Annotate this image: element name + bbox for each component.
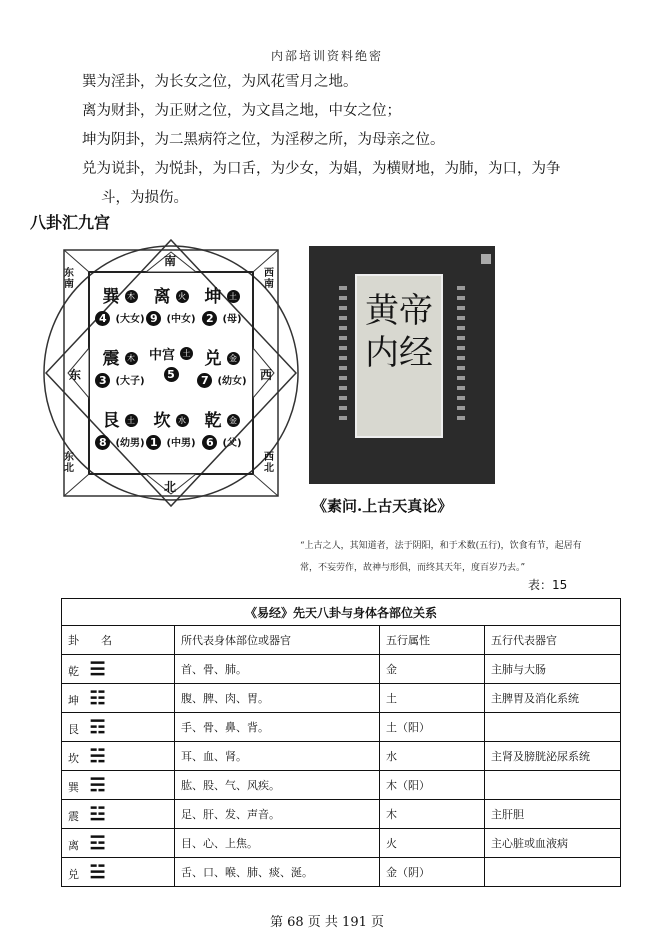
table-row xyxy=(62,771,621,800)
trigram-symbol: ☵ xyxy=(89,745,106,767)
element-badge: 土 xyxy=(125,414,138,427)
palace-role: (母) xyxy=(222,314,242,325)
palace-number: 4 xyxy=(95,311,110,326)
palace-role: (父) xyxy=(222,438,242,449)
element-badge: 水 xyxy=(176,414,189,427)
trigram-cell xyxy=(62,858,175,887)
palace-number: 5 xyxy=(164,367,179,382)
palace-role: (大子) xyxy=(115,376,145,387)
palace-cell xyxy=(92,344,148,406)
body-parts-cell: 目、心、上焦。 xyxy=(175,829,380,858)
organ-cell: 主肾及膀胱泌尿系统 xyxy=(485,742,621,771)
book-title-line: 内经 xyxy=(365,333,433,373)
palace-cell xyxy=(143,344,199,406)
palace-number: 8 xyxy=(95,435,110,450)
organ-cell xyxy=(485,713,621,742)
section-title: 八卦汇九宫 xyxy=(30,213,111,232)
palace-cell xyxy=(194,344,250,406)
direction-southwest: 西南 xyxy=(264,268,274,290)
text-line: 兑为说卦，为悦卦，为口舌，为少女，为娼，为横财地，为肺，为口，为争 xyxy=(82,161,561,177)
column-header: 卦 名 xyxy=(62,626,175,655)
trigram-cell xyxy=(62,742,175,771)
palace-number: 6 xyxy=(202,435,217,450)
text-line: 离为财卦，为正财之位，为文昌之地，中女之位； xyxy=(82,103,401,119)
column-header: 所代表身体部位或器官 xyxy=(175,626,380,655)
palace-role: (大女) xyxy=(115,314,145,325)
organ-cell: 主脾胃及消化系统 xyxy=(485,684,621,713)
table-row xyxy=(62,655,621,684)
palace-role: (中男) xyxy=(166,438,196,449)
trigram-name: 乾 xyxy=(68,664,79,678)
palace-cell xyxy=(143,282,199,344)
trigram-name: 坎 xyxy=(153,411,171,431)
element-cell: 木 xyxy=(380,800,485,829)
trigram-symbol: ☱ xyxy=(89,861,106,883)
trigram-name: 中宫 xyxy=(148,348,175,363)
table-row xyxy=(62,684,621,713)
organ-cell: 主肝胆 xyxy=(485,800,621,829)
column-header: 五行代表器官 xyxy=(485,626,621,655)
trigram-cell xyxy=(62,800,175,829)
body-parts-cell: 首、骨、肺。 xyxy=(175,655,380,684)
element-cell: 火 xyxy=(380,829,485,858)
direction-west: 西 xyxy=(260,368,273,382)
palace-role: (幼女) xyxy=(217,376,247,387)
direction-southeast: 东南 xyxy=(64,268,74,290)
trigram-cell xyxy=(62,684,175,713)
table-row xyxy=(62,858,621,887)
palace-number: 1 xyxy=(146,435,161,450)
book-title-panel xyxy=(355,274,443,438)
page-footer: 第 68 页 共 191 页 xyxy=(269,915,385,930)
trigram-name: 兑 xyxy=(204,349,222,369)
trigram-name: 兑 xyxy=(68,867,79,881)
element-cell: 水 xyxy=(380,742,485,771)
table-row xyxy=(62,829,621,858)
palace-number: 3 xyxy=(95,373,110,388)
trigram-name: 离 xyxy=(153,287,171,307)
palace-cell xyxy=(194,282,250,344)
direction-east: 东 xyxy=(69,368,82,382)
element-badge: 土 xyxy=(180,347,193,360)
direction-south: 南 xyxy=(164,254,177,268)
trigram-name: 巽 xyxy=(68,780,79,794)
element-badge: 金 xyxy=(227,414,240,427)
body-parts-cell: 腹、脾、肉、胃。 xyxy=(175,684,380,713)
element-cell: 金（阴） xyxy=(380,858,485,887)
table-label: 表：15 xyxy=(528,578,568,592)
book-corner-mark xyxy=(481,254,491,264)
body-parts-cell: 足、肝、发、声音。 xyxy=(175,800,380,829)
element-cell: 木（阳） xyxy=(380,771,485,800)
trigram-body-table xyxy=(61,598,621,887)
element-badge: 土 xyxy=(227,290,240,303)
organ-cell: 主肺与大肠 xyxy=(485,655,621,684)
quote-line: “上古之人，其知道者，法于阴阳，和于术数(五行)，饮食有节，起居有 xyxy=(300,541,582,551)
direction-northeast: 东北 xyxy=(64,452,74,474)
palace-cell xyxy=(92,282,148,344)
trigram-cell xyxy=(62,829,175,858)
palace-number: 2 xyxy=(202,311,217,326)
organ-cell xyxy=(485,771,621,800)
element-badge: 木 xyxy=(125,290,138,303)
body-parts-cell: 手、骨、鼻、背。 xyxy=(175,713,380,742)
trigram-cell xyxy=(62,655,175,684)
direction-north: 北 xyxy=(164,480,177,494)
element-badge: 木 xyxy=(125,352,138,365)
palace-number: 9 xyxy=(146,311,161,326)
trigram-cell xyxy=(62,713,175,742)
element-badge: 金 xyxy=(227,352,240,365)
trigram-symbol: ☶ xyxy=(89,716,106,738)
body-parts-cell: 肱、股、气、风疾。 xyxy=(175,771,380,800)
table-row xyxy=(62,742,621,771)
book-title-line: 黄帝 xyxy=(365,291,433,331)
trigram-symbol: ☰ xyxy=(89,658,106,680)
table-row xyxy=(62,800,621,829)
trigram-name: 艮 xyxy=(68,722,79,736)
text-line: 巽为淫卦，为长女之位，为风花雪月之地。 xyxy=(82,74,358,90)
trigram-name: 艮 xyxy=(102,411,120,431)
palace-cell xyxy=(92,406,148,468)
palace-cell xyxy=(143,406,199,468)
bagua-diagram xyxy=(42,238,300,508)
organ-cell xyxy=(485,858,621,887)
palace-number: 7 xyxy=(197,373,212,388)
trigram-name: 乾 xyxy=(204,411,222,431)
organ-cell: 主心脏或血液病 xyxy=(485,829,621,858)
trigram-name: 坎 xyxy=(68,751,79,765)
table-row xyxy=(62,713,621,742)
page-header: 内部培训资料绝密 xyxy=(270,49,383,63)
trigram-symbol: ☲ xyxy=(89,832,106,854)
trigram-name: 坤 xyxy=(68,693,79,707)
image-caption: 《素问.上古天真论》 xyxy=(312,497,453,515)
trigram-symbol: ☴ xyxy=(89,774,106,796)
element-cell: 金 xyxy=(380,655,485,684)
palace-cell xyxy=(194,406,250,468)
table-title-row xyxy=(62,599,621,626)
trigram-name: 巽 xyxy=(102,287,120,307)
body-parts-cell: 舌、口、喉、肺、痰、涎。 xyxy=(175,858,380,887)
column-header: 五行属性 xyxy=(380,626,485,655)
palace-role: (中女) xyxy=(166,314,196,325)
palace-role: (幼男) xyxy=(115,438,145,449)
trigram-name: 离 xyxy=(68,838,79,852)
table-header-row xyxy=(62,626,621,655)
trigram-name: 震 xyxy=(68,809,79,823)
element-badge: 火 xyxy=(176,290,189,303)
text-line: 坤为阴卦，为二黑病符之位，为淫秽之所，为母亲之位。 xyxy=(82,132,445,148)
element-cell: 土（阳） xyxy=(380,713,485,742)
trigram-name: 震 xyxy=(102,349,120,369)
body-parts-cell: 耳、血、肾。 xyxy=(175,742,380,771)
book-side-decoration xyxy=(339,286,347,426)
text-line: 斗，为损伤。 xyxy=(101,190,188,206)
book-side-decoration xyxy=(457,286,465,426)
trigram-cell xyxy=(62,771,175,800)
trigram-symbol: ☷ xyxy=(89,687,106,709)
trigram-name: 坤 xyxy=(204,287,222,307)
book-title xyxy=(357,290,441,374)
direction-northwest: 西北 xyxy=(264,452,274,474)
trigram-symbol: ☳ xyxy=(89,803,106,825)
element-cell: 土 xyxy=(380,684,485,713)
table-title: 《易经》先天八卦与身体各部位关系 xyxy=(62,599,621,626)
book-cover-image xyxy=(309,246,495,484)
quote-line: 常，不妄劳作，故神与形俱，而终其天年，度百岁乃去。” xyxy=(300,563,526,573)
